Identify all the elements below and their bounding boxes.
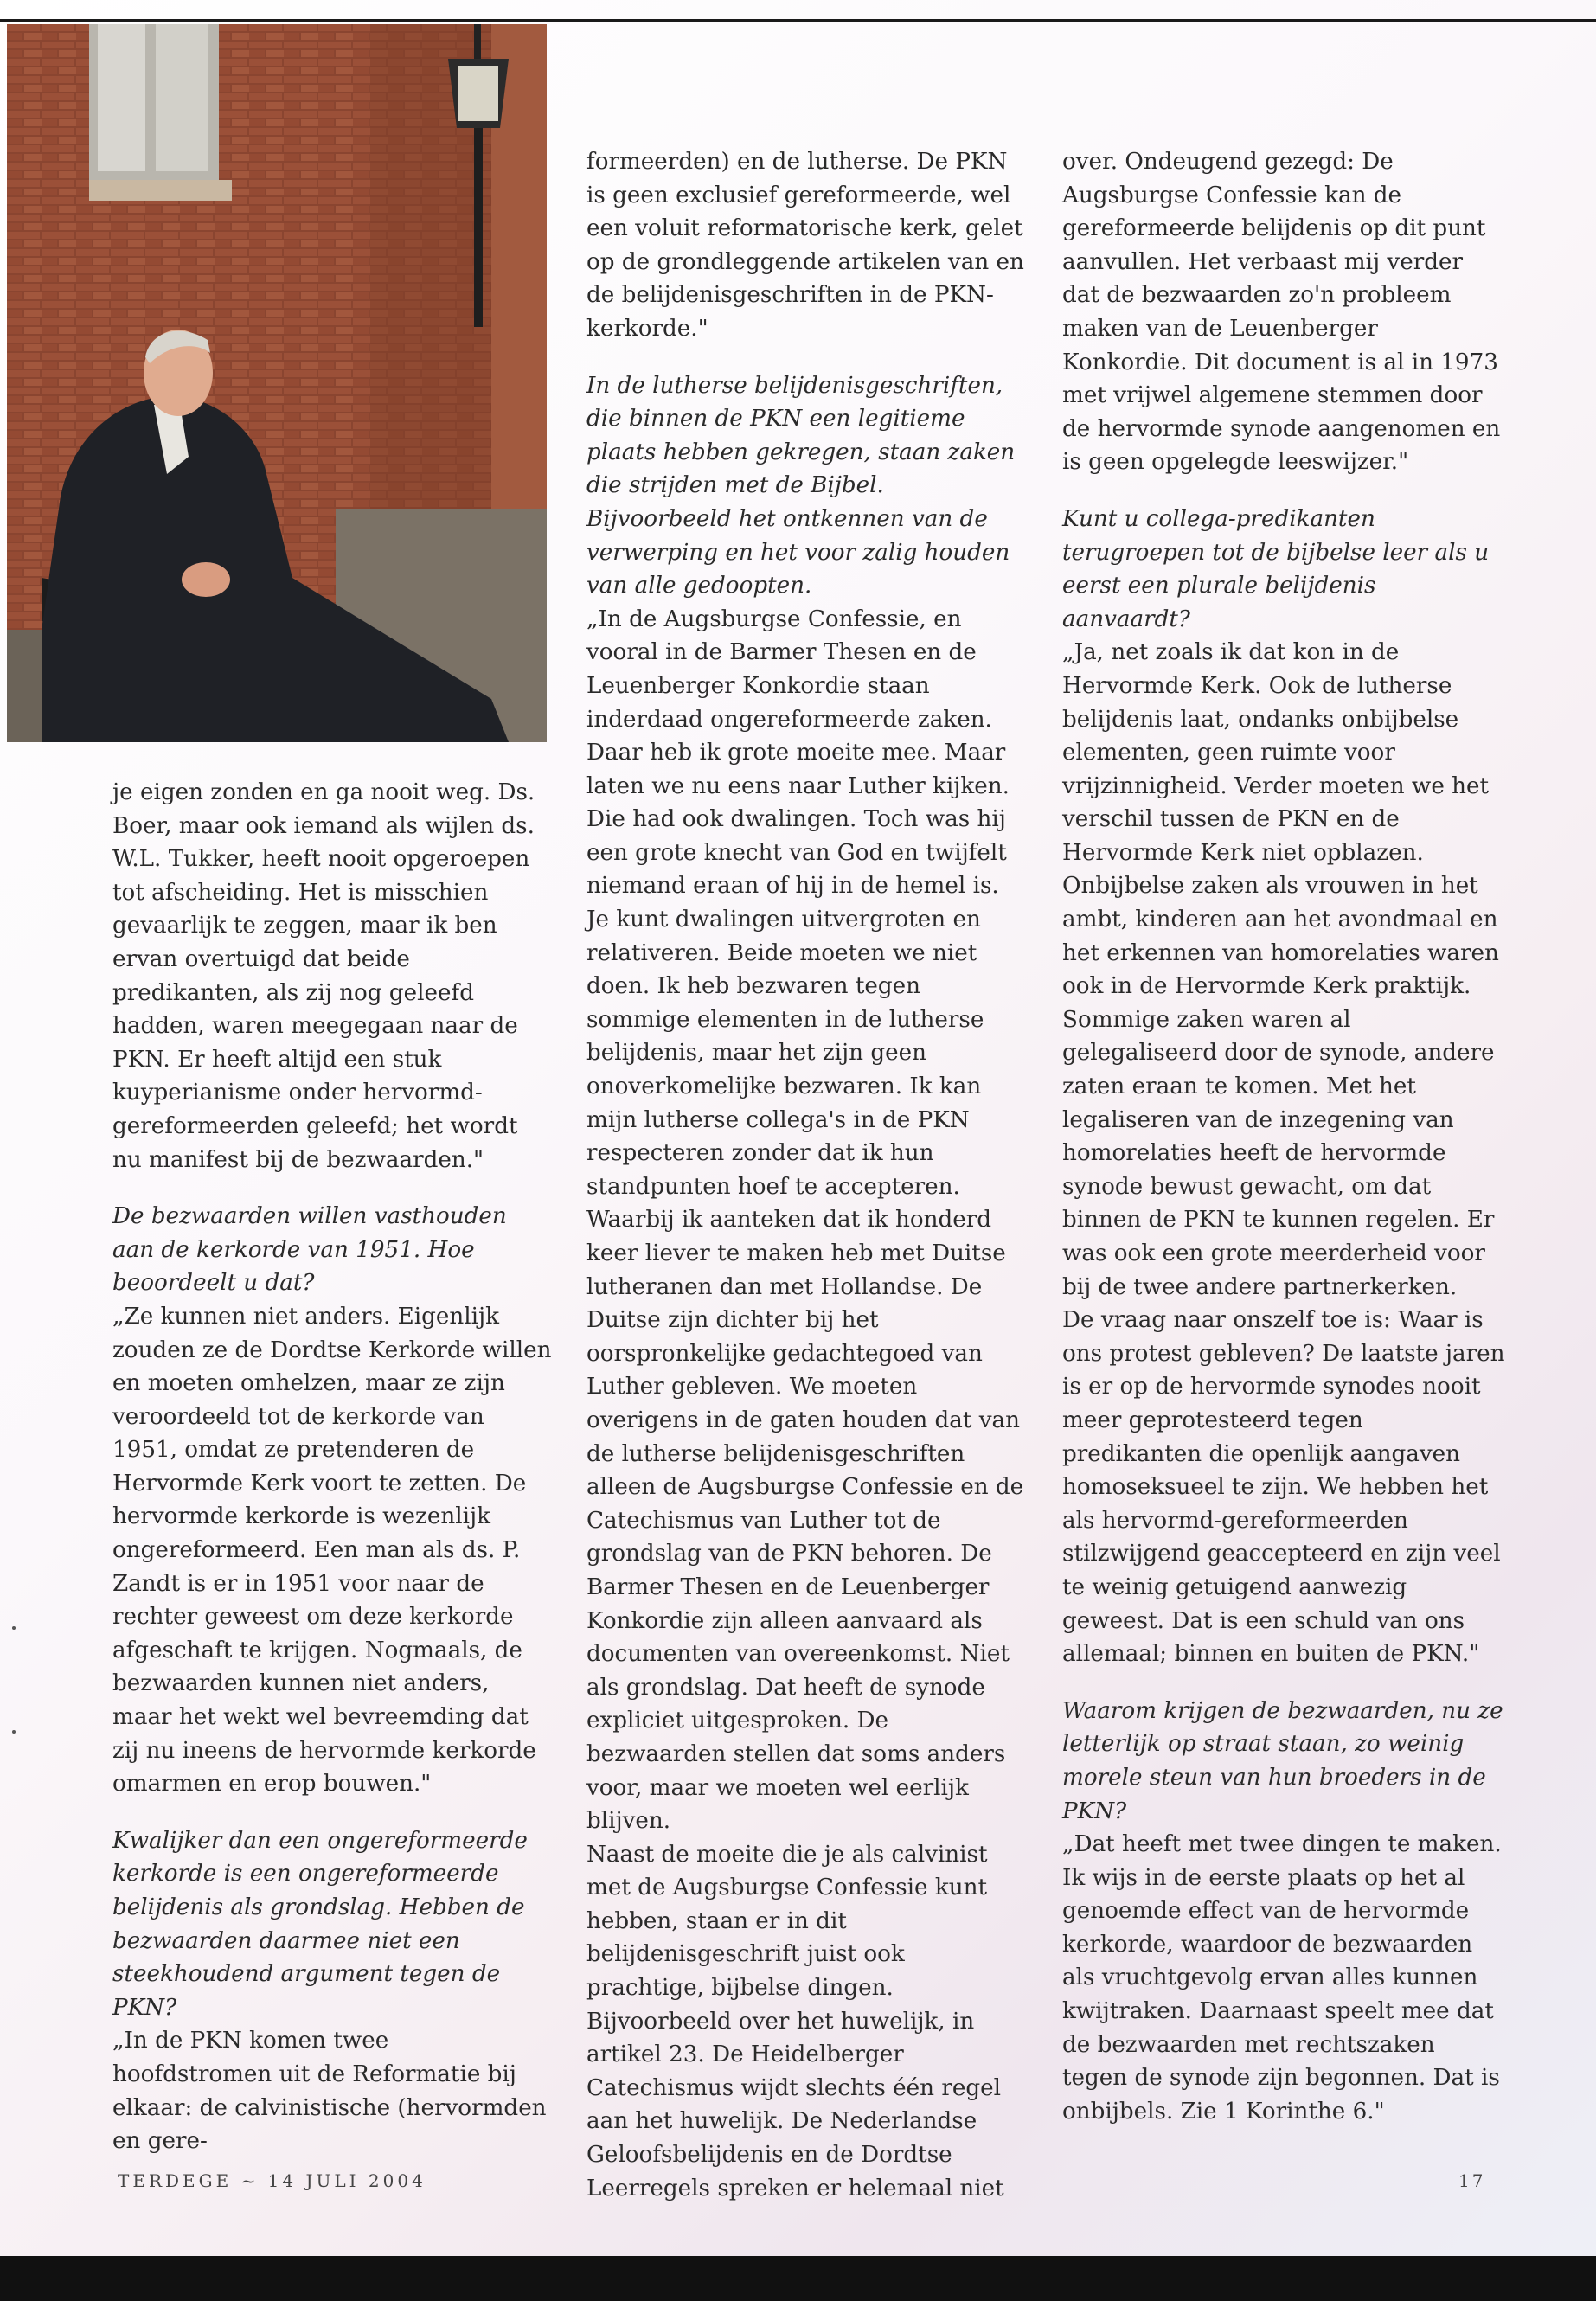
question-paragraph: In de lutherse belijdenisgeschriften, die binnen de PKN een legitieme plaats hebben gekregen, staan zaken die strijden met de Bijbel. Bijvoorbeeld het ontkennen van de verwerping en het voor zalig houden van alle gedoopten. (586, 372, 1016, 599)
footer-publication: TERDEGE ~ 14 JULI 2004 (118, 2170, 426, 2191)
top-rule (0, 19, 1596, 22)
answer-paragraph: „Ja, net zoals ik dat kon in de Hervormde Kerk. Ook de lutherse belijdenis laat, ondanks onbijbelse elementen, geen ruimte voor vrijzinnigheid. Verder moeten we het verschil tussen de PKN en de Hervormde Kerk niet opblazen. Onbijbelse zaken als vrouwen in het ambt, kinderen aan het avondmaal en het erkennen van homorelaties waren ook in de Hervormde Kerk praktijk. Sommige zaken waren al gelegaliseerd door de synode, andere zaten eraan te komen. Met het legaliseren van de inzegening van homorelaties heeft de hervormde synode bewust gewacht, om dat binnen de PKN te kunnen regelen. Er was ook een grote meerderheid voor bij de twee andere partnerkerken. (1062, 639, 1499, 1300)
text-column-3 (1062, 145, 1505, 2128)
portrait-photo-icon (7, 24, 547, 742)
text-column-2 (586, 145, 1028, 2205)
question-paragraph: Kunt u collega-predikanten terugroepen tot de bijbelse leer als u eerst een plurale belijdenis aanvaardt? (1062, 505, 1490, 632)
answer-paragraph: je eigen zonden en ga nooit weg. Ds. Boer, maar ook iemand als wijlen ds. W.L. Tukker, heeft nooit opgeroepen tot afscheiding. Het is misschien gevaarlijk te zeggen, maar ik ben ervan overtuigd dat beide predikanten, als zij nog geleefd hadden, waren meegegaan naar de PKN. Er heeft altijd een stuk kuyperianisme onder hervormd-gereformeerden geleefd; het wordt nu manifest bij de bezwaarden." (112, 779, 535, 1173)
question-paragraph: Waarom krijgen de bezwaarden, nu ze letterlijk op straat staan, zo weinig morele steun van hun broeders in de PKN? (1062, 1697, 1503, 1824)
answer-paragraph: „Dat heeft met twee dingen te maken. Ik wijs in de eerste plaats op het al genoemde effect van de hervormde kerkorde, waardoor de bezwaarden als vruchtgevolg ervan alles kunnen kwijtraken. Daarnaast speelt mee dat de bezwaarden met rechtszaken tegen de synode zijn begonnen. Dat is onbijbels. Zie 1 Korinthe 6." (1062, 1831, 1502, 2125)
margin-mark (12, 1730, 16, 1734)
answer-paragraph: formeerden) en de lutherse. De PKN is geen exclusief gereformeerde, wel een voluit reformatorische kerk, gelet op de grondleggende artikelen van en de belijdenisgeschriften in de PKN-kerkorde." (586, 149, 1024, 342)
bottom-bar (0, 2256, 1596, 2301)
margin-mark (12, 1626, 16, 1630)
answer-paragraph: Naast de moeite die je als calvinist met de Augsburgse Confessie kunt hebben, staan er in dit belijdenisgeschrift juist ook prachtige, bijbelse dingen. Bijvoorbeeld over het huwelijk, in artikel 23. De Heidelberger Catechismus wijdt slechts één regel aan het huwelijk. De Nederlandse Geloofsbelijdenis en de Dordtse Leerregels spreken er helemaal niet (586, 1841, 1004, 2202)
question-paragraph: Kwalijker dan een ongereformeerde kerkorde is een ongereformeerde belijdenis als grondslag. Hebben de bezwaarden daarmee niet een steekhoudend argument tegen de PKN? (112, 1827, 528, 2021)
text-column-1 (112, 776, 554, 2158)
answer-paragraph: „In de Augsburgse Confessie, en vooral in de Barmer Thesen en de Leuenberger Konkordie staan inderdaad ongereformeerde zaken. Daar heb ik grote moeite mee. Maar laten we nu eens naar Luther kijken. Die had ook dwalingen. Toch was hij een grote knecht van God en twijfelt niemand eraan of hij in de hemel is. Je kunt dwalingen uitvergroten en relativeren. Beide moeten we niet doen. Ik heb bezwaren tegen sommige elementen in de lutherse belijdenis, maar het zijn geen onoverkomelijke bezwaren. Ik kan mijn lutherse collega's in de PKN respecteren zonder dat ik hun standpunten hoef te accepteren. Waarbij ik aanteken dat ik honderd keer liever te maken heb met Duitse lutheranen dan met Hollandse. De Duitse zijn dichter bij het oorspronkelijke gedachtegoed van Luther gebleven. We moeten overigens in de gaten houden dat van de lutherse belijdenisgeschriften alleen de Augsburgse Confessie en de Catechismus van Luther tot de grondslag van de PKN behoren. De Barmer Thesen en de Leuenberger Konkordie zijn alleen aanvaard als documenten van overeenkomst. Niet als grondslag. Dat heeft de synode expliciet uitgesproken. De bezwaarden stellen dat soms anders voor, maar we moeten wel eerlijk blijven. (586, 606, 1024, 1835)
answer-paragraph: over. Ondeugend gezegd: De Augsburgse Confessie kan de gereformeerde belijdenis op dit punt aanvullen. Het verbaast mij verder dat de bezwaarden zo'n probleem maken van de Leuenberger Konkordie. Dit document is al in 1973 met vrijwel algemene stemmen door de hervormde synode aangenomen en is geen opgelegde leeswijzer." (1062, 149, 1501, 476)
page-number: 17 (1458, 2170, 1486, 2191)
answer-paragraph: „Ze kunnen niet anders. Eigenlijk zouden ze de Dordtse Kerkorde willen en moeten omhelzen, maar ze zijn veroordeeld tot de kerkorde van 1951, omdat ze pretenderen de Hervormde Kerk voort te zetten. De hervormde kerkorde is wezenlijk ongereformeerd. Een man als ds. P. Zandt is er in 1951 voor naar de rechter geweest om deze kerkorde afgeschaft te krijgen. Nogmaals, de bezwaarden kunnen niet anders, maar het wekt wel bevreemding dat zij nu ineens de hervormde kerkorde omarmen en erop bouwen." (112, 1303, 552, 1798)
answer-paragraph: „In de PKN komen twee hoofdstromen uit de Reformatie bij elkaar: de calvinistische (hervormden en gere- (112, 2028, 547, 2155)
portrait-photo (7, 24, 547, 742)
answer-paragraph: De vraag naar onszelf toe is: Waar is ons protest gebleven? De laatste jaren is er op de hervormde synodes nooit meer geprotesteerd tegen predikanten die openlijk aangaven homoseksueel te zijn. We hebben het als hervormd-gereformeerden stilzwijgend geaccepteerd en zijn veel te weinig getuigend aanwezig geweest. Dat is een schuld van ons allemaal; binnen en buiten de PKN." (1062, 1307, 1505, 1668)
question-paragraph: De bezwaarden willen vasthouden aan de kerkorde van 1951. Hoe beoordeelt u dat? (112, 1203, 507, 1297)
